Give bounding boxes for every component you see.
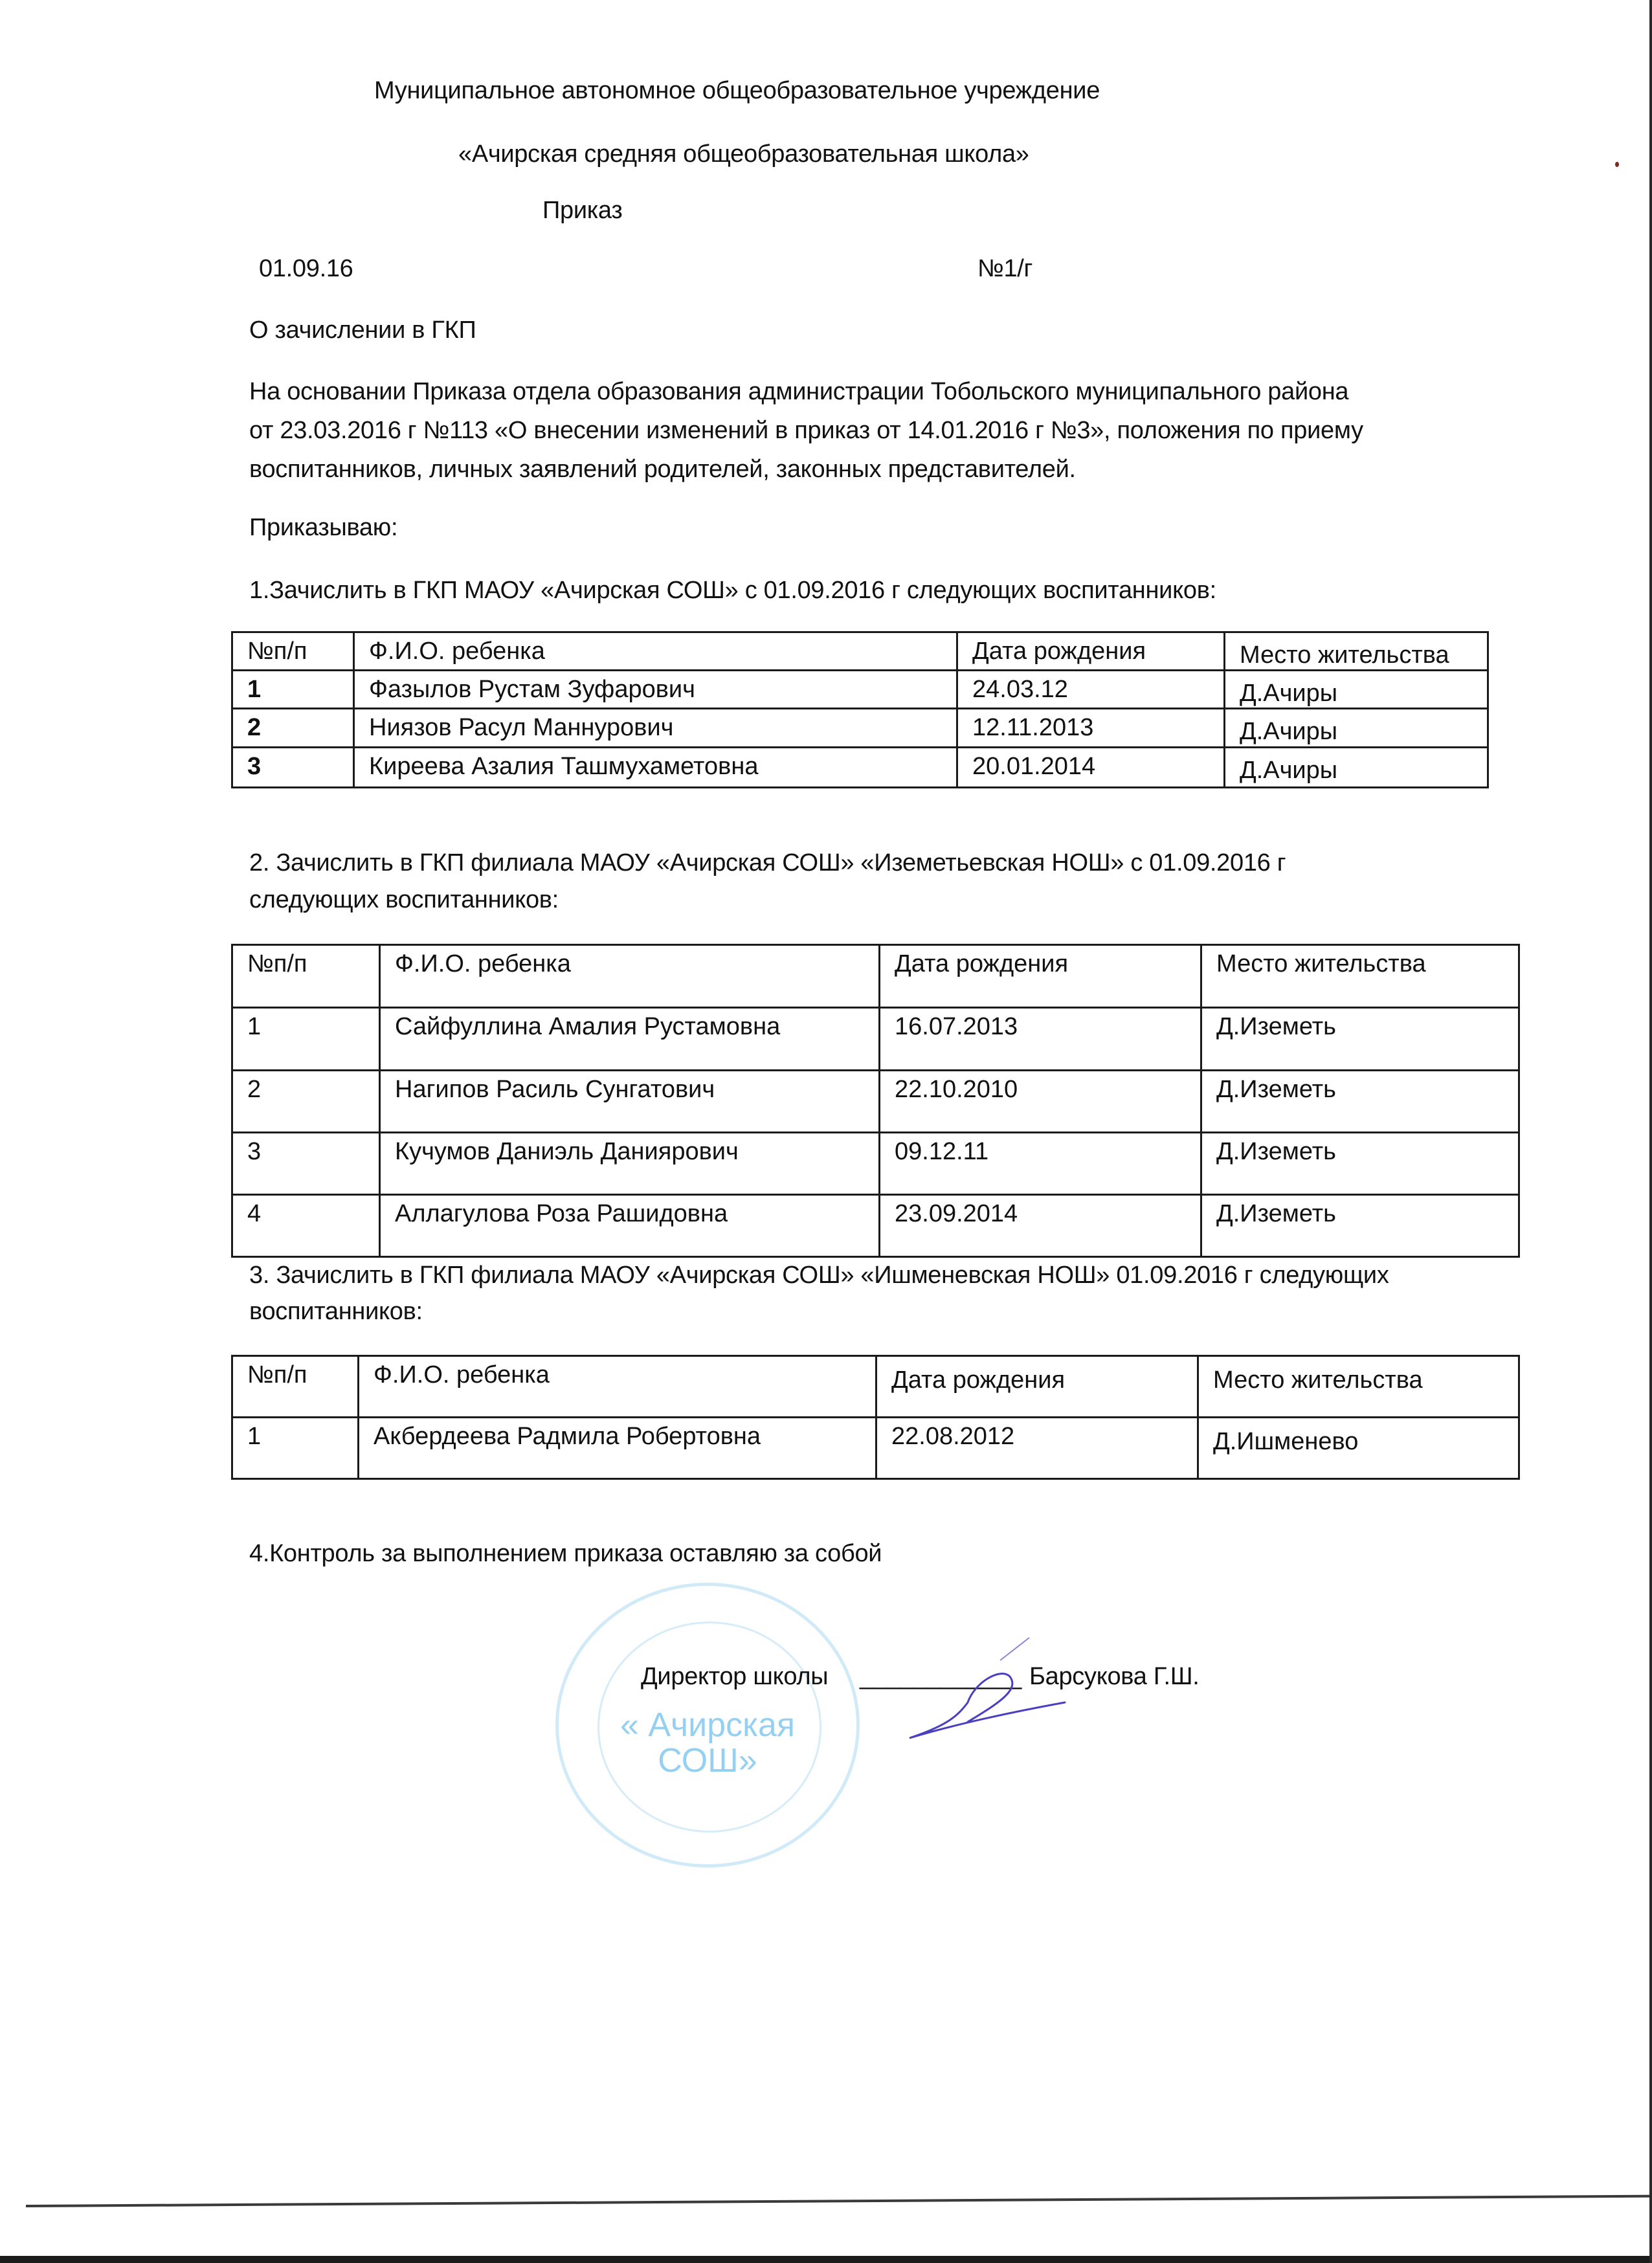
header-place: Место жительства [1198,1356,1519,1418]
row-birth: 23.09.2014 [880,1195,1201,1257]
header-birth: Дата рождения [876,1356,1198,1418]
table-row [232,748,1488,788]
preamble-line-2: от 23.03.2016 г №113 «О внесении изменений в приказ от 14.01.2016 г №3», положения по приему [249,417,1363,444]
enrollment-table-3 [231,1355,1520,1480]
table-row [232,1133,1519,1195]
header-name: Ф.И.О. ребенка [359,1356,876,1418]
row-place: Д.Иземеть [1201,1008,1519,1071]
org-name-line1: Муниципальное автономное общеобразовательное учреждение [374,77,1100,104]
row-birth: 09.12.11 [880,1133,1201,1195]
section-2-heading-line-2: следующих воспитанников: [249,886,559,913]
row-name: Киреева Азалия Ташмухаметовна [354,748,957,788]
org-name-line2: «Ачирская средняя общеобразовательная школа» [458,140,1029,168]
table-row [232,1008,1519,1071]
document-type-title: Приказ [542,197,623,224]
row-name: Нагипов Расиль Сунгатович [380,1071,880,1133]
row-name: Ниязов Расул Маннурович [354,709,957,748]
scan-right-border [1649,0,1652,2263]
row-place: Д.Ишменево [1198,1418,1519,1479]
control-clause: 4.Контроль за выполнением приказа оставляю за собой [249,1540,882,1567]
header-name: Ф.И.О. ребенка [354,632,957,671]
order-subject: О зачислении в ГКП [249,317,476,344]
enrollment-table-2 [231,944,1520,1258]
row-birth: 24.03.12 [957,671,1225,709]
preamble-line-1: На основании Приказа отдела образования администрации Тобольского муниципального района [249,378,1349,405]
row-birth: 16.07.2013 [880,1008,1201,1071]
section-1-heading: 1.Зачислить в ГКП МАОУ «Ачирская СОШ» с 01.09.2016 г следующих воспитанников: [249,577,1216,604]
table-row [232,671,1488,709]
row-num: 1 [232,671,354,709]
header-birth: Дата рождения [957,632,1225,671]
header-birth: Дата рождения [880,945,1201,1008]
header-num: №п/п [232,945,380,1008]
row-birth: 22.10.2010 [880,1071,1201,1133]
stamp-school-abbrev: СОШ» [658,1742,757,1779]
section-2-heading-line-1: 2. Зачислить в ГКП филиала МАОУ «Ачирская СОШ» «Иземетьевская НОШ» с 01.09.2016 г [249,849,1286,876]
row-num: 1 [232,1418,359,1479]
row-name: Сайфуллина Амалия Рустамовна [380,1008,880,1071]
section-3-heading-line-2: воспитанников: [249,1298,423,1325]
table-header-row [232,945,1519,1008]
row-num: 3 [232,1133,380,1195]
row-name: Кучумов Даниэль Даниярович [380,1133,880,1195]
section-3-heading-line-1: 3. Зачислить в ГКП филиала МАОУ «Ачирская СОШ» «Ишменевская НОШ» 01.09.2016 г следующих [249,1262,1389,1289]
table-row [232,1418,1519,1479]
handwritten-signature-icon [903,1631,1097,1748]
row-place: Д.Ачиры [1225,671,1488,709]
row-birth: 12.11.2013 [957,709,1225,748]
header-place: Место жительства [1225,632,1488,671]
row-place: Д.Иземеть [1201,1133,1519,1195]
order-date: 01.09.16 [259,255,353,282]
row-num: 1 [232,1008,380,1071]
row-place: Д.Ачиры [1225,748,1488,788]
row-birth: 20.01.2014 [957,748,1225,788]
table-row [232,1195,1519,1257]
row-place: Д.Иземеть [1201,1195,1519,1257]
header-num: №п/п [232,632,354,671]
table-row [232,1071,1519,1133]
order-number: №1/г [977,255,1033,282]
table-header-row [232,632,1488,671]
header-num: №п/п [232,1356,359,1418]
row-place: Д.Ачиры [1225,709,1488,748]
row-name: Акбердеева Радмила Робертовна [359,1418,876,1479]
header-place: Место жительства [1201,945,1519,1008]
row-num: 2 [232,1071,380,1133]
scan-speck [1615,162,1619,167]
signature-line: ____________ [860,1663,1022,1690]
stamp-school-name: « Ачирская [620,1706,796,1744]
row-num: 3 [232,748,354,788]
school-seal-stamp [555,1583,860,1867]
signatory-title: Директор школы [641,1663,829,1690]
scan-bottom-border [0,2256,1652,2263]
scan-paper-edge [26,2195,1652,2207]
row-name: Аллагулова Роза Рашидовна [380,1195,880,1257]
row-num: 4 [232,1195,380,1257]
table-header-row [232,1356,1519,1418]
preamble-line-3: воспитанников, личных заявлений родителей, законных представителей. [249,456,1076,483]
header-name: Ф.И.О. ребенка [380,945,880,1008]
row-num: 2 [232,709,354,748]
signatory-name: Барсукова Г.Ш. [1029,1663,1200,1690]
row-place: Д.Иземеть [1201,1071,1519,1133]
table-row [232,709,1488,748]
row-name: Фазылов Рустам Зуфарович [354,671,957,709]
row-birth: 22.08.2012 [876,1418,1198,1479]
enrollment-table-1 [231,631,1489,788]
order-word: Приказываю: [249,514,398,541]
